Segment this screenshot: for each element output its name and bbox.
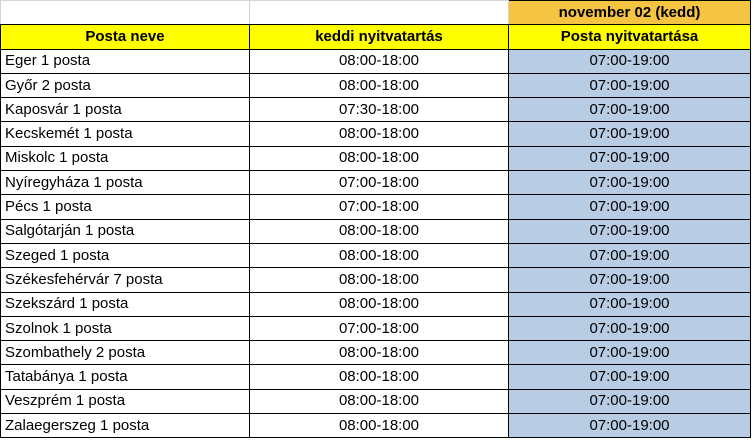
post-name-cell[interactable]: Szombathely 2 posta [1,341,250,365]
empty-cell[interactable] [250,1,509,25]
table-row [1,414,751,438]
post-name-cell[interactable]: Veszprém 1 posta [1,389,250,413]
tuesday-hours-cell[interactable]: 08:00-18:00 [250,414,509,438]
post-hours-cell[interactable]: 07:00-19:00 [509,341,751,365]
post-hours-header[interactable]: Posta nyitvatartása [509,25,751,49]
post-hours-cell[interactable]: 07:00-19:00 [509,49,751,73]
post-hours-cell[interactable]: 07:00-19:00 [509,195,751,219]
tuesday-hours-cell[interactable]: 07:30-18:00 [250,98,509,122]
post-hours-cell[interactable]: 07:00-19:00 [509,98,751,122]
tuesday-hours-cell[interactable]: 08:00-18:00 [250,146,509,170]
post-hours-cell[interactable]: 07:00-19:00 [509,316,751,340]
tuesday-hours-cell[interactable]: 07:00-18:00 [250,171,509,195]
post-hours-cell[interactable]: 07:00-19:00 [509,73,751,97]
post-name-cell[interactable]: Székesfehérvár 7 posta [1,268,250,292]
table-row [1,171,751,195]
post-hours-cell[interactable]: 07:00-19:00 [509,389,751,413]
tuesday-hours-cell[interactable]: 08:00-18:00 [250,73,509,97]
tuesday-hours-cell[interactable]: 08:00-18:00 [250,292,509,316]
post-name-cell[interactable]: Győr 2 posta [1,73,250,97]
tuesday-hours-header[interactable]: keddi nyitvatartás [250,25,509,49]
column-header-row [1,25,751,49]
table-row [1,316,751,340]
empty-cell[interactable] [1,1,250,25]
table-row [1,292,751,316]
tuesday-hours-cell[interactable]: 07:00-18:00 [250,316,509,340]
post-name-header[interactable]: Posta neve [1,25,250,49]
post-name-cell[interactable]: Kecskemét 1 posta [1,122,250,146]
post-name-cell[interactable]: Szolnok 1 posta [1,316,250,340]
post-hours-cell[interactable]: 07:00-19:00 [509,219,751,243]
post-name-cell[interactable]: Nyíregyháza 1 posta [1,171,250,195]
table-row [1,365,751,389]
table-row [1,219,751,243]
post-hours-cell[interactable]: 07:00-19:00 [509,146,751,170]
tuesday-hours-cell[interactable]: 08:00-18:00 [250,268,509,292]
table-row [1,73,751,97]
post-hours-cell[interactable]: 07:00-19:00 [509,414,751,438]
table-row [1,122,751,146]
post-name-cell[interactable]: Kaposvár 1 posta [1,98,250,122]
table-row [1,195,751,219]
post-name-cell[interactable]: Tatabánya 1 posta [1,365,250,389]
tuesday-hours-cell[interactable]: 08:00-18:00 [250,365,509,389]
post-name-cell[interactable]: Pécs 1 posta [1,195,250,219]
tuesday-hours-cell[interactable]: 08:00-18:00 [250,341,509,365]
post-name-cell[interactable]: Zalaegerszeg 1 posta [1,414,250,438]
post-name-cell[interactable]: Szekszárd 1 posta [1,292,250,316]
table-row [1,49,751,73]
post-name-cell[interactable]: Miskolc 1 posta [1,146,250,170]
table-row [1,389,751,413]
tuesday-hours-cell[interactable]: 08:00-18:00 [250,243,509,267]
post-hours-cell[interactable]: 07:00-19:00 [509,292,751,316]
table-row [1,243,751,267]
post-hours-cell[interactable]: 07:00-19:00 [509,122,751,146]
tuesday-hours-cell[interactable]: 08:00-18:00 [250,389,509,413]
date-header-row [1,1,751,25]
post-hours-cell[interactable]: 07:00-19:00 [509,365,751,389]
post-hours-cell[interactable]: 07:00-19:00 [509,171,751,195]
table-row [1,98,751,122]
tuesday-hours-cell[interactable]: 08:00-18:00 [250,219,509,243]
post-hours-cell[interactable]: 07:00-19:00 [509,243,751,267]
post-hours-cell[interactable]: 07:00-19:00 [509,268,751,292]
post-name-cell[interactable]: Szeged 1 posta [1,243,250,267]
post-name-cell[interactable]: Eger 1 posta [1,49,250,73]
post-name-cell[interactable]: Salgótarján 1 posta [1,219,250,243]
table-row [1,341,751,365]
tuesday-hours-cell[interactable]: 08:00-18:00 [250,49,509,73]
date-header-cell[interactable]: november 02 (kedd) [509,1,751,25]
table-row [1,268,751,292]
tuesday-hours-cell[interactable]: 08:00-18:00 [250,122,509,146]
tuesday-hours-cell[interactable]: 07:00-18:00 [250,195,509,219]
table-row [1,146,751,170]
